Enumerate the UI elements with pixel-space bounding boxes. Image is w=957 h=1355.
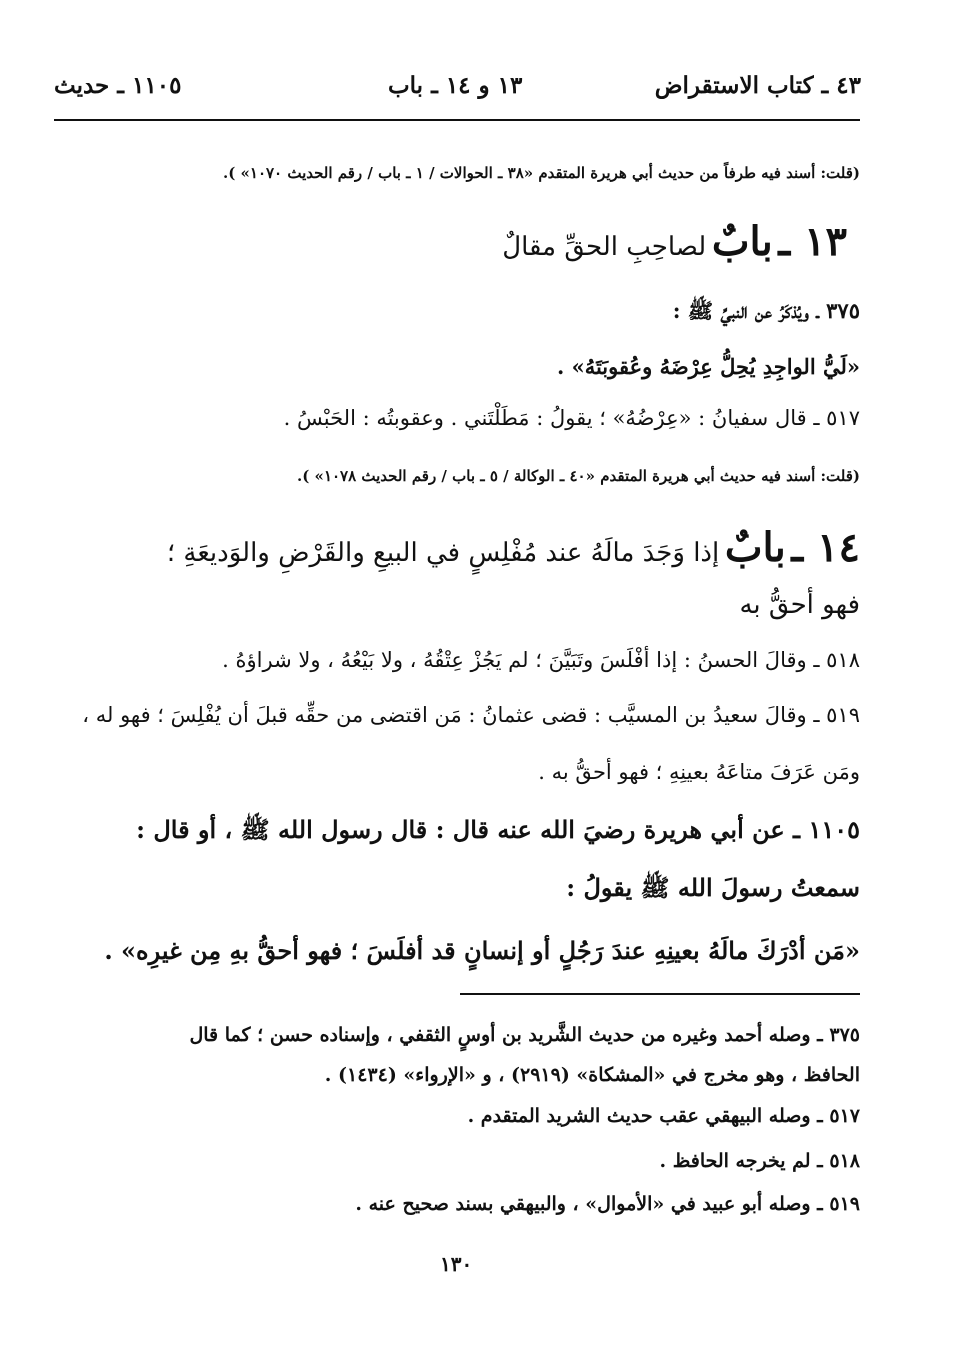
footnote-519: ٥١٩ ـ وصله أبو عبيد في «الأموال» ، والبيهقي بسند صحيح عنه . [355,1193,860,1215]
footnote-rule [460,993,860,995]
chapter-13-heading [502,218,847,265]
item-517: ٥١٧ ـ قال سفيانُ : «عِرْضُهُ» ؛ يقولُ : مَطَلْتَني . وعقوبتُه : الحَبْسُ . [283,406,860,430]
quote-375: «لَيُّ الواجِدِ يُحِلُّ عِرْضَهُ وعُقوبَتَهُ» . [556,354,860,379]
chapter-13-title: لصاحِبِ الحقِّ مقالٌ [502,232,707,262]
chapter-14-title: إذا وَجَدَ مالَهُ عند مُفْلِسٍ في البيعِ والقَرْضِ والوَديعَةِ ؛ [166,538,720,568]
note-2: (قلت: أسند فيه حديث أبي هريرة المتقدم «٤٠ ـ الوكالة / ٥ ـ باب / رقم الحديث ١٠٧٨» ). [297,467,860,485]
footnote-375-line-2: الحافظ ، وهو مخرج في «المشكاة» (٢٩١٩) ، و «الإرواء» (١٤٣٤) . [324,1064,860,1086]
chapter-13-number: ١٣ ـ [778,218,847,265]
hadith-1105-line-1: ١١٠٥ ـ عن أبي هريرة رضيَ الله عنه قال : قال رسول الله ﷺ ، أو قال : [136,815,860,844]
item-375: ٣٧٥ ـ ويُذكَرُ عن النبيِّ ﷺ : [672,298,860,323]
chapter-14-word: بابٌ [724,524,786,571]
header-rule [54,119,860,121]
hadith-1105-line-3: «مَن أدْرَكَ مالَهُ بعينِهِ عندَ رَجُلٍ أو إنسانٍ قد أفلَسَ ؛ فهو أحقُّ بهِ مِن غيرِه» . [104,936,860,965]
note-1: (قلت: أسند فيه طرفاً من حديث أبي هريرة المتقدم «٣٨ ـ الحوالات / ١ ـ باب / رقم الحديث ١٠٧٠» ). [222,164,860,182]
page-number: ١٣٠ [440,1252,473,1276]
chapter-14-heading [167,524,860,571]
header-chapter: ١٣ و ١٤ ـ باب [388,72,523,99]
item-518: ٥١٨ ـ وقالَ الحسنُ : إذا أفْلَسَ وتَبَيَّنَ ؛ لم يَجُزْ عِتْقُهُ ، ولا بَيْعُهُ ، ولا شراؤهُ . [222,648,860,672]
item-519-line-2: ومَن عَرَفَ متاعَهُ بعينِهِ ؛ فهو أحقُّ به . [538,760,860,784]
footnote-518: ٥١٨ ـ لم يخرجه الحافظ . [659,1150,860,1172]
hadith-1105-line-2: سمعتُ رسولَ الله ﷺ يقولُ : [566,873,860,902]
chapter-14-title-cont: فهو أحقُّ به [739,590,860,620]
header-hadith-number: ١١٠٥ ـ حديث [54,72,182,99]
footnote-517: ٥١٧ ـ وصله البيهقي عقب حديث الشريد المتقدم . [467,1105,860,1127]
chapter-14-number: ١٤ ـ [791,524,860,571]
chapter-14-heading-cont [739,590,860,620]
header-book-title: ٤٣ ـ كتاب الاستقراض [654,72,861,99]
item-519-line-1: ٥١٩ ـ وقالَ سعيدُ بن المسيَّب : قضى عثمانُ : مَن اقتضى من حقِّه قبلَ أن يُفْلِسَ ؛ فهو له ، [82,703,860,727]
footnote-375-line-1: ٣٧٥ ـ وصله أحمد وغيره من حديث الشَّريد بن أوسٍ الثقفي ، وإسناده حسن ؛ كما قال [189,1024,860,1046]
chapter-13-word: بابٌ [711,218,773,265]
